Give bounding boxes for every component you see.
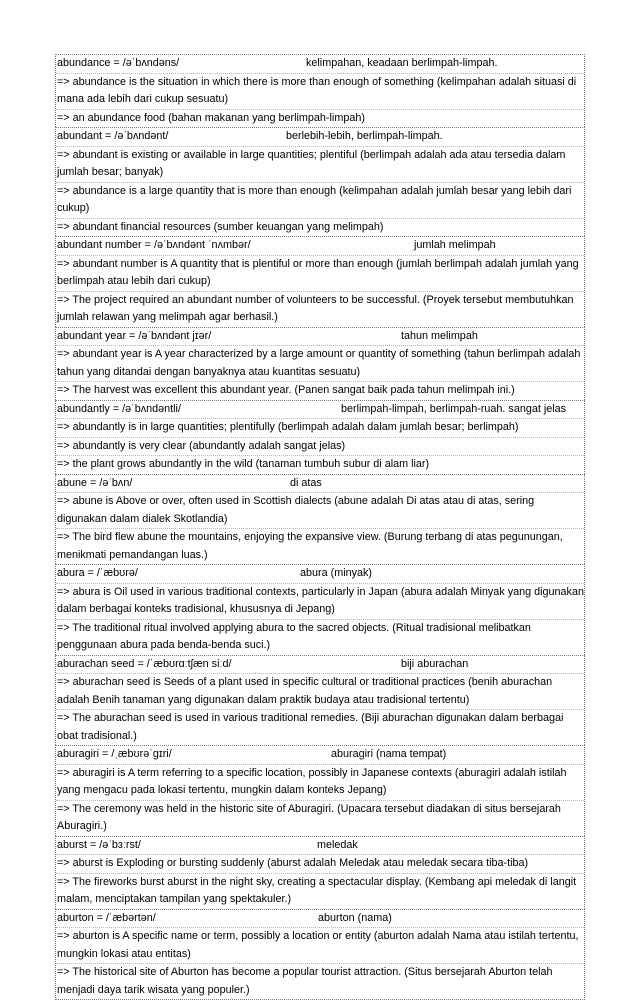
entry-header xyxy=(56,656,584,674)
entry-header xyxy=(56,55,584,73)
entry-header xyxy=(56,128,584,146)
entry-definition: => aburton is A specific name or term, possibly a location or entity (aburton adalah Nama atau istilah tertentu, mungkin lokasi atau entitas) xyxy=(56,927,584,963)
entry-term: aburagiri = /ˌæbʊrəˈɡɪri/ xyxy=(57,746,172,764)
dictionary-entry xyxy=(55,655,585,746)
dictionary-entry xyxy=(55,474,585,565)
entry-definition: => abune is Above or over, often used in Scottish dialects (abune adalah Di atas atau di atas, sering digunakan dalam dialek Skotlandia) xyxy=(56,492,584,528)
entry-translation: aburton (nama) xyxy=(318,910,392,928)
dictionary-entry xyxy=(55,745,585,836)
entry-translation: abura (minyak) xyxy=(300,565,372,583)
dictionary-entry xyxy=(55,909,585,1000)
entry-translation: jumlah melimpah xyxy=(414,237,496,255)
entry-translation: meledak xyxy=(317,837,358,855)
entry-definition: => abundantly is in large quantities; plentifully (berlimpah adalah dalam jumlah besar; berlimpah) xyxy=(56,418,584,437)
entry-definition: => abundant year is A year characterized by a large amount or quantity of something (tahun berlimpah adalah tahun yang ditandai dengan banyaknya atau kuantitas sesuatu) xyxy=(56,345,584,381)
entry-term: aburst = /əˈbɜːrst/ xyxy=(57,837,141,855)
entry-translation: aburagiri (nama tempat) xyxy=(331,746,446,764)
entry-translation: berlebih-lebih, berlimpah-limpah. xyxy=(286,128,443,146)
entry-term: abundant number = /əˈbʌndənt ˈnʌmbər/ xyxy=(57,237,251,255)
dictionary-entry xyxy=(55,236,585,327)
entry-definition: => abundantly is very clear (abundantly adalah sangat jelas) xyxy=(56,437,584,456)
entry-term: abundant year = /əˈbʌndənt jɪər/ xyxy=(57,328,211,346)
dictionary-table xyxy=(55,54,585,1000)
entry-example: => The aburachan seed is used in various traditional remedies. (Biji aburachan digunakan dalam berbagai obat tradisional.) xyxy=(56,709,584,745)
dictionary-entry xyxy=(55,836,585,909)
entry-example: => The historical site of Aburton has become a popular tourist attraction. (Situs bersejarah Aburton telah menjadi daya tarik wisata yang populer.) xyxy=(56,963,584,999)
entry-header xyxy=(56,401,584,419)
entry-header xyxy=(56,328,584,346)
entry-definition: => aburagiri is A term referring to a specific location, possibly in Japanese contexts (aburagiri adalah istilah yang mengacu pada lokasi tertentu, mungkin dalam konteks Jepang) xyxy=(56,764,584,800)
entry-term: abune = /əˈbʌn/ xyxy=(57,475,132,493)
entry-header xyxy=(56,565,584,583)
dictionary-entry xyxy=(55,54,585,127)
entry-example: => The bird flew abune the mountains, enjoying the expansive view. (Burung terbang di atas pegunungan, menikmati pemandangan luas.) xyxy=(56,528,584,564)
entry-example: => abundant financial resources (sumber keuangan yang melimpah) xyxy=(56,218,584,237)
entry-term: aburachan seed = /ˈæbʊrɑːtʃæn siːd/ xyxy=(57,656,232,674)
entry-term: abundantly = /əˈbʌndəntli/ xyxy=(57,401,181,419)
entry-definition: => aburst is Exploding or bursting suddenly (aburst adalah Meledak atau meledak secara tiba-tiba) xyxy=(56,854,584,873)
entry-translation: berlimpah-limpah, berlimpah-ruah. sangat jelas xyxy=(341,401,566,419)
dictionary-entry xyxy=(55,127,585,236)
entry-header xyxy=(56,910,584,928)
dictionary-entry xyxy=(55,564,585,655)
entry-header xyxy=(56,837,584,855)
entry-example: => the plant grows abundantly in the wild (tanaman tumbuh subur di alam liar) xyxy=(56,455,584,474)
entry-example: => The harvest was excellent this abundant year. (Panen sangat baik pada tahun melimpah ini.) xyxy=(56,381,584,400)
entry-definition: => abundance is the situation in which there is more than enough of something (kelimpahan adalah situasi di mana ada lebih dari cukup sesuatu) xyxy=(56,73,584,109)
entry-header xyxy=(56,746,584,764)
entry-definition: => aburachan seed is Seeds of a plant used in specific cultural or traditional practices (benih aburachan adalah Benih tanaman yang digunakan dalam praktik budaya atau tradisional tertentu) xyxy=(56,673,584,709)
entry-example: => The traditional ritual involved applying abura to the sacred objects. (Ritual tradisional melibatkan penggunaan abura pada benda-benda suci.) xyxy=(56,619,584,655)
entry-header xyxy=(56,237,584,255)
entry-example: => The fireworks burst aburst in the night sky, creating a spectacular display. (Kembang api meledak di langit malam, menciptakan tampilan yang spektakuler.) xyxy=(56,873,584,909)
entry-term: aburton = /ˈæbərtən/ xyxy=(57,910,156,928)
entry-definition: => abundant number is A quantity that is plentiful or more than enough (jumlah berlimpah adalah jumlah yang berlimpah atau lebih dari cukup) xyxy=(56,255,584,291)
entry-example: => an abundance food (bahan makanan yang berlimpah-limpah) xyxy=(56,109,584,128)
entry-translation: di atas xyxy=(290,475,322,493)
entry-translation: biji aburachan xyxy=(401,656,468,674)
entry-definition: => abura is Oil used in various traditional contexts, particularly in Japan (abura adalah Minyak yang digunakan dalam berbagai konteks tradisional, khususnya di Jepang) xyxy=(56,583,584,619)
entry-term: abura = /ˈæbʊrə/ xyxy=(57,565,138,583)
entry-header xyxy=(56,475,584,493)
entry-term: abundant = /əˈbʌndənt/ xyxy=(57,128,168,146)
dictionary-entry xyxy=(55,400,585,474)
entry-definition: => abundant is existing or available in large quantities; plentiful (berlimpah adalah ada atau tersedia dalam jumlah besar; banyak) xyxy=(56,146,584,182)
entry-translation: kelimpahan, keadaan berlimpah-limpah. xyxy=(306,55,497,73)
entry-definition: => abundance is a large quantity that is more than enough (kelimpahan adalah jumlah besar yang lebih dari cukup) xyxy=(56,182,584,218)
entry-translation: tahun melimpah xyxy=(401,328,478,346)
entry-example: => The ceremony was held in the historic site of Aburagiri. (Upacara tersebut diadakan di situs bersejarah Aburagiri.) xyxy=(56,800,584,836)
dictionary-entry xyxy=(55,327,585,400)
entry-term: abundance = /əˈbʌndəns/ xyxy=(57,55,179,73)
entry-example: => The project required an abundant number of volunteers to be successful. (Proyek tersebut membutuhkan jumlah relawan yang melimpah agar berhasil.) xyxy=(56,291,584,327)
